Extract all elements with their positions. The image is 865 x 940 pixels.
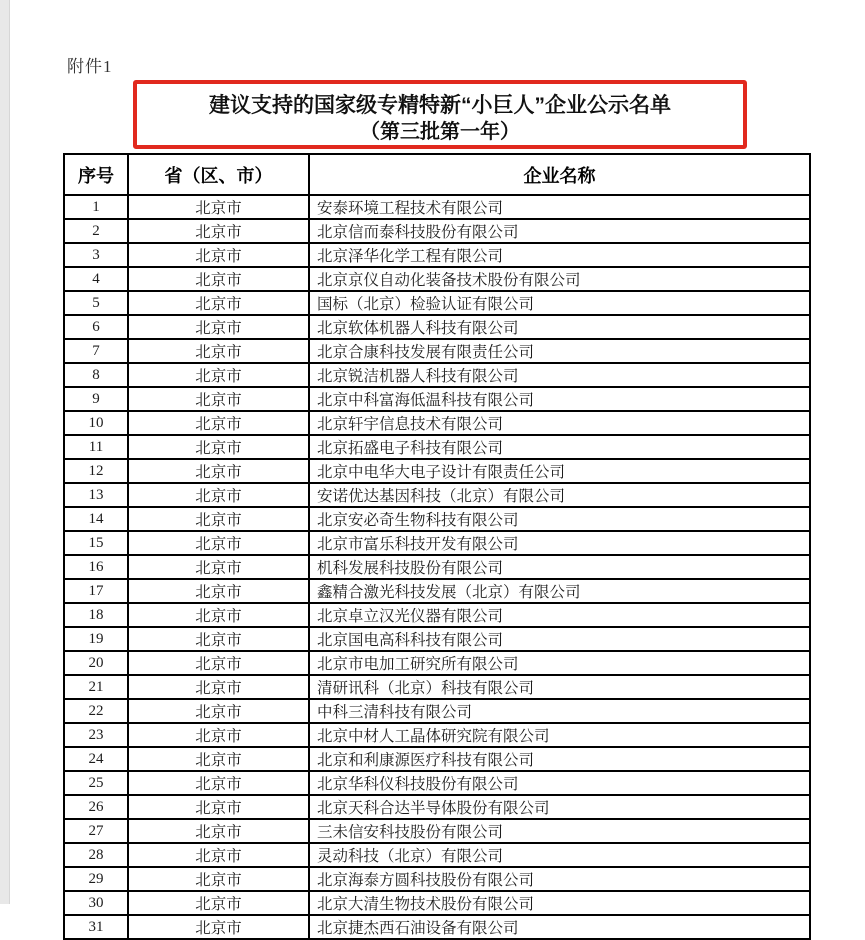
province-cell: 北京市 [128,195,309,219]
province-cell: 北京市 [128,747,309,771]
province-cell: 北京市 [128,555,309,579]
province-cell: 北京市 [128,819,309,843]
company-name-cell: 北京捷杰西石油设备有限公司 [309,915,810,939]
table-row [64,675,810,699]
row-number-cell: 4 [64,267,128,291]
document-title-line1: 建议支持的国家级专精特新“小巨人”企业公示名单 [209,94,671,117]
table-row [64,387,810,411]
province-cell: 北京市 [128,363,309,387]
table-row [64,411,810,435]
province-cell: 北京市 [128,843,309,867]
table-row [64,339,810,363]
company-name-cell: 北京软体机器人科技有限公司 [309,315,810,339]
row-number-cell: 31 [64,915,128,939]
company-name-cell: 机科发展科技股份有限公司 [309,555,810,579]
company-name-cell: 灵动科技（北京）有限公司 [309,843,810,867]
table-row [64,219,810,243]
company-name-cell: 北京市电加工研究所有限公司 [309,651,810,675]
company-name-cell: 北京华科仪科技股份有限公司 [309,771,810,795]
table-row [64,315,810,339]
company-name-cell: 清研讯科（北京）科技有限公司 [309,675,810,699]
province-cell: 北京市 [128,531,309,555]
row-number-cell: 13 [64,483,128,507]
province-cell: 北京市 [128,771,309,795]
company-name-cell: 北京泽华化学工程有限公司 [309,243,810,267]
company-name-cell: 北京卓立汉光仪器有限公司 [309,603,810,627]
province-cell: 北京市 [128,435,309,459]
province-cell: 北京市 [128,795,309,819]
company-name-cell: 国标（北京）检验认证有限公司 [309,291,810,315]
table-row [64,627,810,651]
company-name-cell: 北京国电高科科技有限公司 [309,627,810,651]
table-row [64,507,810,531]
province-cell: 北京市 [128,315,309,339]
province-cell: 北京市 [128,507,309,531]
table-row [64,891,810,915]
row-number-cell: 2 [64,219,128,243]
title-box [133,80,747,149]
province-cell: 北京市 [128,891,309,915]
table-row [64,435,810,459]
province-cell: 北京市 [128,723,309,747]
table-row [64,459,810,483]
row-number-cell: 10 [64,411,128,435]
row-number-cell: 1 [64,195,128,219]
company-name-cell: 北京安必奇生物科技有限公司 [309,507,810,531]
row-number-cell: 18 [64,603,128,627]
province-cell: 北京市 [128,387,309,411]
company-name-cell: 北京锐洁机器人科技有限公司 [309,363,810,387]
company-name-cell: 安诺优达基因科技（北京）有限公司 [309,483,810,507]
company-name-cell: 北京轩宇信息技术有限公司 [309,411,810,435]
table-row [64,915,810,939]
province-cell: 北京市 [128,411,309,435]
table-row [64,243,810,267]
company-name-cell: 鑫精合激光科技发展（北京）有限公司 [309,579,810,603]
row-number-cell: 17 [64,579,128,603]
row-number-cell: 8 [64,363,128,387]
company-name-cell: 北京市富乐科技开发有限公司 [309,531,810,555]
table-row [64,651,810,675]
company-table-header [64,154,810,195]
company-name-cell: 北京中材人工晶体研究院有限公司 [309,723,810,747]
table-row [64,819,810,843]
table-row [64,483,810,507]
page-left-margin-strip [0,0,10,904]
province-cell: 北京市 [128,483,309,507]
row-number-cell: 12 [64,459,128,483]
row-number-cell: 24 [64,747,128,771]
header-company-name: 企业名称 [309,154,810,195]
table-row [64,195,810,219]
table-row [64,267,810,291]
table-row [64,363,810,387]
attachment-label: 附件1 [67,57,113,76]
row-number-cell: 26 [64,795,128,819]
table-row [64,291,810,315]
company-name-cell: 北京天科合达半导体股份有限公司 [309,795,810,819]
row-number-cell: 27 [64,819,128,843]
province-cell: 北京市 [128,627,309,651]
row-number-cell: 19 [64,627,128,651]
province-cell: 北京市 [128,243,309,267]
province-cell: 北京市 [128,699,309,723]
row-number-cell: 7 [64,339,128,363]
province-cell: 北京市 [128,651,309,675]
row-number-cell: 6 [64,315,128,339]
table-row [64,699,810,723]
company-name-cell: 北京合康科技发展有限责任公司 [309,339,810,363]
table-row [64,579,810,603]
company-name-cell: 北京京仪自动化装备技术股份有限公司 [309,267,810,291]
header-row [64,154,810,195]
row-number-cell: 15 [64,531,128,555]
province-cell: 北京市 [128,915,309,939]
table-row [64,531,810,555]
table-row [64,747,810,771]
company-name-cell: 北京大清生物技术股份有限公司 [309,891,810,915]
table-row [64,603,810,627]
company-name-cell: 安泰环境工程技术有限公司 [309,195,810,219]
row-number-cell: 9 [64,387,128,411]
province-cell: 北京市 [128,579,309,603]
company-name-cell: 北京中电华大电子设计有限责任公司 [309,459,810,483]
row-number-cell: 30 [64,891,128,915]
row-number-cell: 25 [64,771,128,795]
company-name-cell: 北京海泰方圆科技股份有限公司 [309,867,810,891]
row-number-cell: 23 [64,723,128,747]
province-cell: 北京市 [128,675,309,699]
header-province: 省（区、市） [128,154,309,195]
table-row [64,723,810,747]
row-number-cell: 11 [64,435,128,459]
company-name-cell: 北京和利康源医疗科技有限公司 [309,747,810,771]
company-table [63,153,811,940]
table-row [64,867,810,891]
row-number-cell: 20 [64,651,128,675]
province-cell: 北京市 [128,339,309,363]
province-cell: 北京市 [128,291,309,315]
row-number-cell: 5 [64,291,128,315]
company-name-cell: 北京拓盛电子科技有限公司 [309,435,810,459]
row-number-cell: 14 [64,507,128,531]
row-number-cell: 16 [64,555,128,579]
province-cell: 北京市 [128,459,309,483]
row-number-cell: 22 [64,699,128,723]
row-number-cell: 3 [64,243,128,267]
table-row [64,771,810,795]
province-cell: 北京市 [128,267,309,291]
table-row [64,843,810,867]
province-cell: 北京市 [128,603,309,627]
header-serial-number: 序号 [64,154,128,195]
row-number-cell: 28 [64,843,128,867]
row-number-cell: 29 [64,867,128,891]
company-name-cell: 三未信安科技股份有限公司 [309,819,810,843]
company-name-cell: 北京中科富海低温科技有限公司 [309,387,810,411]
company-name-cell: 中科三清科技有限公司 [309,699,810,723]
province-cell: 北京市 [128,867,309,891]
document-title-line2: （第三批第一年） [360,121,520,143]
table-row [64,555,810,579]
table-row [64,795,810,819]
province-cell: 北京市 [128,219,309,243]
row-number-cell: 21 [64,675,128,699]
company-name-cell: 北京信而泰科技股份有限公司 [309,219,810,243]
company-table-body [64,195,810,939]
